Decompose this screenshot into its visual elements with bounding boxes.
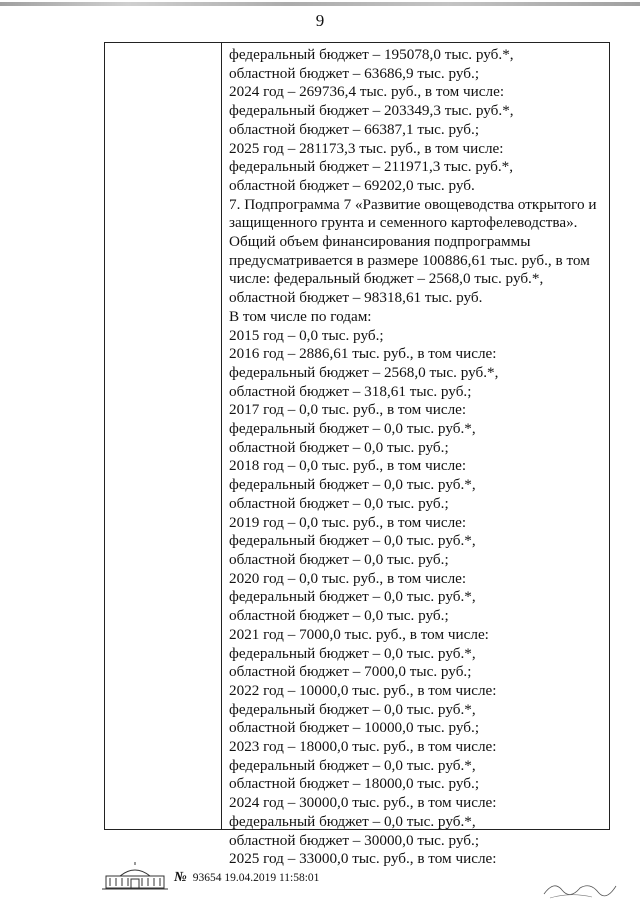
content-line: 2024 год – 269736,4 тыс. руб., в том числе: [229,83,505,101]
content-line: 2017 год – 0,0 тыс. руб., в том числе: [229,401,467,419]
content-line: 2015 год – 0,0 тыс. руб.; [229,326,384,344]
document-footer [100,862,500,892]
content-line: федеральный бюджет – 0,0 тыс. руб.*, [229,756,476,774]
content-line: федеральный бюджет – 2568,0 тыс. руб.*, [229,363,499,381]
content-line: областной бюджет – 10000,0 тыс. руб.; [229,719,480,737]
registration-number-date: 93654 19.04.2019 11:58:01 [192,872,320,884]
scan-edge-artifact [0,2,640,6]
content-line: областной бюджет – 63686,9 тыс. руб.; [229,64,480,82]
content-line: областной бюджет – 69202,0 тыс. руб. [229,176,475,194]
content-line: федеральный бюджет – 0,0 тыс. руб.*, [229,700,476,718]
content-line: 2023 год – 18000,0 тыс. руб., в том числе: [229,738,497,756]
content-line: областной бюджет – 98318,61 тыс. руб. [229,289,483,307]
content-line: Общий объем финансирования подпрограммы [229,233,531,251]
content-line: 2025 год – 281173,3 тыс. руб., в том числе: [229,139,504,157]
content-line: федеральный бюджет – 0,0 тыс. руб.*, [229,476,476,494]
content-line: областной бюджет – 0,0 тыс. руб.; [229,550,449,568]
content-line: 7. Подпрограмма 7 «Развитие овощеводства открытого и [229,195,597,213]
content-line: областной бюджет – 0,0 тыс. руб.; [229,438,449,456]
signature-mark [540,872,620,902]
content-line: 2018 год – 0,0 тыс. руб., в том числе: [229,457,467,475]
content-line: предусматривается в размере 100886,61 тыс. руб., в том [229,251,590,269]
content-line: федеральный бюджет – 0,0 тыс. руб.*, [229,420,476,438]
content-line: числе: федеральный бюджет – 2568,0 тыс. руб.*, [229,270,544,288]
content-line: областной бюджет – 66387,1 тыс. руб.; [229,120,480,138]
content-line: областной бюджет – 18000,0 тыс. руб.; [229,775,480,793]
content-line: 2021 год – 7000,0 тыс. руб., в том числе: [229,625,489,643]
page-number: 9 [315,11,325,30]
building-stamp-icon [100,862,170,890]
content-line: 2020 год – 0,0 тыс. руб., в том числе: [229,569,467,587]
content-line: 2024 год – 30000,0 тыс. руб., в том числе: [229,794,497,812]
content-line: 2019 год – 0,0 тыс. руб., в том числе: [229,513,467,531]
content-line: 2022 год – 10000,0 тыс. руб., в том числе: [229,681,497,699]
content-line: защищенного грунта и семенного картофелеводства». [229,214,578,232]
content-line: федеральный бюджет – 0,0 тыс. руб.*, [229,532,476,550]
table-content-cell [229,46,605,869]
content-line: 2025 год – 33000,0 тыс. руб., в том числе: [229,850,497,868]
content-line: федеральный бюджет – 0,0 тыс. руб.*, [229,588,476,606]
content-line: федеральный бюджет – 195078,0 тыс. руб.*, [229,46,514,63]
table-left-cell [105,42,222,829]
content-line: федеральный бюджет – 0,0 тыс. руб.*, [229,812,476,830]
content-line: областной бюджет – 318,61 тыс. руб.; [229,382,472,400]
content-line: областной бюджет – 0,0 тыс. руб.; [229,607,449,625]
registration-stamp [174,870,319,886]
content-line: федеральный бюджет – 0,0 тыс. руб.*, [229,644,476,662]
content-line: 2016 год – 2886,61 тыс. руб., в том числе: [229,345,497,363]
content-line: областной бюджет – 0,0 тыс. руб.; [229,494,449,512]
content-line: федеральный бюджет – 203349,3 тыс. руб.*, [229,102,514,120]
content-line: В том числе по годам: [229,307,372,325]
content-line: областной бюджет – 7000,0 тыс. руб.; [229,663,472,681]
number-sign: № [174,870,187,885]
content-line: федеральный бюджет – 211971,3 тыс. руб.*, [229,158,514,176]
document-table [104,42,610,868]
content-line: областной бюджет – 30000,0 тыс. руб.; [229,831,480,849]
